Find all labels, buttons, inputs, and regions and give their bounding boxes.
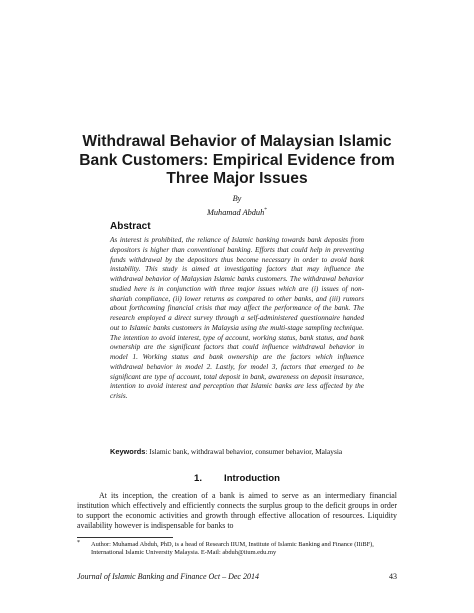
author-name: Muhamad Abduh	[207, 207, 265, 217]
footnote-divider	[77, 537, 173, 538]
section-number: 1.	[194, 473, 203, 484]
abstract-heading: Abstract	[110, 221, 151, 232]
byline	[130, 194, 344, 218]
paper-title: Withdrawal Behavior of Malaysian Islamic Bank Customers: Empirical Evidence from Three Major Issues	[79, 133, 395, 188]
keywords	[110, 447, 364, 457]
author-line	[130, 205, 344, 218]
footnote-marker: *	[77, 540, 80, 546]
footnote	[77, 541, 397, 557]
abstract-text: As interest is prohibited, the reliance of Islamic banking towards bank deposits from depositors is higher than conventional banking. Efforts that could help in preventing funds withdrawal by the depositors thus become necessary in order to avoid bank instability. This study is aimed at investigating factors that may influence the withdrawal behavior of Malaysian Islamic banks customers. The withdrawal behavior studied here is in conjunction with three major issues which are (i) issues of non-shariah compliance, (ii) lower returns as compared to other banks, and (iii) rumors about forthcoming financial crisis that may affect the performance of the bank. The research employed a direct survey through a self-administered questionnaire handed out to Islamic banks customers in Malaysia using the multi-stage sampling technique. The intention to avoid interest, type of account, working status, bank status, and bank ownership are the significant factors that could influence withdrawal behavior in model 1. Working status and bank ownership are the factors which influence withdrawal behavior in model 2. Lastly, for model 3, factors that emerged to be significant are type of account, total deposit in bank, awareness on deposit insurance, intention to avoid interest and perception that Islamic banks are less affected by the crisis.	[110, 236, 364, 400]
section-heading	[90, 473, 384, 485]
intro-paragraph: At its inception, the creation of a bank is aimed to serve as an intermediary financial institution which effectively and efficiently connects the surplus group to the deficit groups in order to support the economic activities and growth through effective allocation of resources. Liquidity availability however is indispensable for banks to	[77, 491, 397, 530]
author-footnote-marker: *	[264, 206, 267, 213]
footnote-text: Author: Muhamad Abduh, PhD, is a head of Research IIUM, Institute of Islamic Banking and Finance (IIiBF), International Islamic University Malaysia. E-Mail: abduh@iium.edu.my	[91, 541, 374, 557]
by-label: By	[232, 194, 242, 203]
journal-footer: Journal of Islamic Banking and Finance Oct – Dec 2014	[77, 572, 259, 581]
keywords-text: : Islamic bank, withdrawal behavior, consumer behavior, Malaysia	[145, 447, 343, 456]
section-title: Introduction	[224, 473, 280, 484]
keywords-label: Keywords	[110, 447, 146, 456]
page-number: 43	[389, 572, 397, 581]
